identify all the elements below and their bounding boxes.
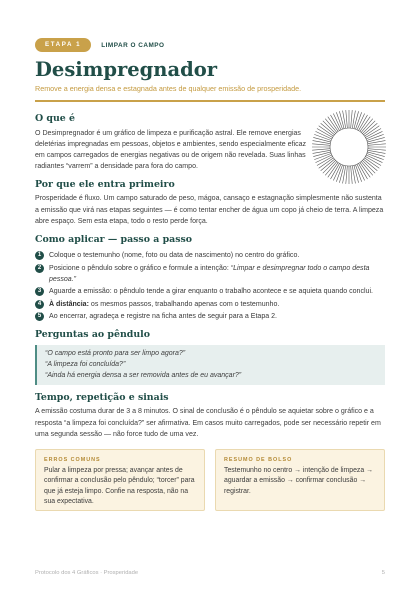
section-por-que: [35, 179, 385, 227]
step-label: LIMPAR O CAMPO: [101, 41, 165, 49]
step-text-strong: À distância:: [49, 300, 89, 308]
section-como-aplicar: [35, 234, 385, 322]
step-number: 3: [35, 287, 44, 296]
section-text: O Desimpregnador é um gráfico de limpeza e purificação astral. Ele remove energias deletérias impregnadas em pessoas, objetos e ambientes, sendo especialmente eficaz em campos carregados de energias negativas ou de origem não revelada. Suas linhas radiantes “varrem” a densidade para fora do campo.: [35, 129, 307, 171]
step-text: [49, 263, 385, 285]
box-text: Pular a limpeza por pressa; avançar antes de confirmar a conclusão pelo pêndulo; “torcer” para que já esteja limpo. Confie na resposta, não na sua expectativa.: [44, 467, 195, 505]
step-item: [35, 250, 385, 261]
step-item: [35, 311, 385, 322]
step-item: [35, 263, 385, 285]
section-perguntas: [35, 329, 385, 385]
section-o-que-e: [35, 113, 385, 173]
page-subtitle: Remove a energia densa e estagnada antes de qualquer emissão de prosperidade.: [35, 84, 302, 93]
section-heading: Perguntas ao pêndulo: [35, 329, 150, 341]
box-title: RESUMO DE BOLSO: [224, 457, 293, 464]
step-header: [35, 38, 385, 52]
section-heading: Por que ele entra primeiro: [35, 179, 175, 191]
box-resumo-de-bolso: [215, 449, 385, 511]
step-item: [35, 299, 385, 310]
steps-list: [35, 250, 385, 322]
step-badge: ETAPA 1: [35, 38, 91, 52]
section-tempo: [35, 392, 385, 440]
box-text: Testemunho no centro → intenção de limpeza → aguardar a emissão → confirmar conclusão → registrar.: [224, 467, 373, 495]
box-erros-comuns: [35, 449, 205, 511]
step-number: 4: [35, 300, 44, 309]
step-intention-quote: “Limpar e desimpregnar todo o campo desta pessoa.”: [49, 264, 370, 283]
questions-box: [35, 345, 385, 385]
question-item: “O campo está pronto para ser limpo agora?”: [45, 350, 186, 358]
footer-doc-title: Protocolo dos 4 Gráficos · Prosperidade: [35, 570, 139, 576]
box-title: ERROS COMUNS: [44, 457, 101, 464]
step-number: 1: [35, 251, 44, 260]
page-footer: [35, 570, 385, 576]
step-number: 2: [35, 264, 44, 273]
step-item: [35, 286, 385, 297]
callout-boxes: [35, 449, 385, 511]
section-text: A emissão costuma durar de 3 a 8 minutos. O sinal de conclusão é o pêndulo se aquietar sobre o gráfico e a resposta “a limpeza foi concluída?” ser afirmativa. Em casos muito carregados, pode ser necessário repetir em uma segunda sessão — não force tudo de uma vez.: [35, 408, 381, 438]
title-divider: [35, 100, 385, 102]
page-number: 5: [381, 570, 385, 576]
desimpregnador-radial-graphic-icon: [311, 109, 387, 185]
page-title: Desimpregnador: [35, 58, 218, 81]
step-number: 5: [35, 312, 44, 321]
section-heading: Como aplicar — passo a passo: [35, 234, 193, 246]
step-text-rest: os mesmos passos, trabalhando apenas com o testemunho.: [88, 300, 280, 308]
section-heading: O que é: [35, 112, 75, 124]
section-heading: Tempo, repetição e sinais: [35, 392, 169, 404]
step-text: Aguarde a emissão: o pêndulo tende a girar enquanto o trabalho acontece e se aquieta quando conclui.: [49, 288, 374, 296]
step-text-main: Posicione o pêndulo sobre o gráfico e formule a intenção:: [49, 264, 231, 272]
step-text: Coloque o testemunho (nome, foto ou data de nascimento) no centro do gráfico.: [49, 252, 300, 260]
question-item: “Ainda há energia densa a ser removida antes de eu avançar?”: [45, 371, 242, 379]
step-text: Ao encerrar, agradeça e registre na ficha antes de seguir para a Etapa 2.: [49, 313, 277, 321]
step-text: [49, 299, 279, 310]
section-text: Prosperidade é fluxo. Um campo saturado de peso, mágoa, cansaço e estagnação simplesmente não sustenta a emissão que virá nas etapas seguintes — é como tentar encher de água um copo já cheio de terra. A limpeza abre espaço. Sem esta etapa, todo o resto perde força.: [35, 195, 384, 225]
question-item: “A limpeza foi concluída?”: [45, 360, 126, 368]
